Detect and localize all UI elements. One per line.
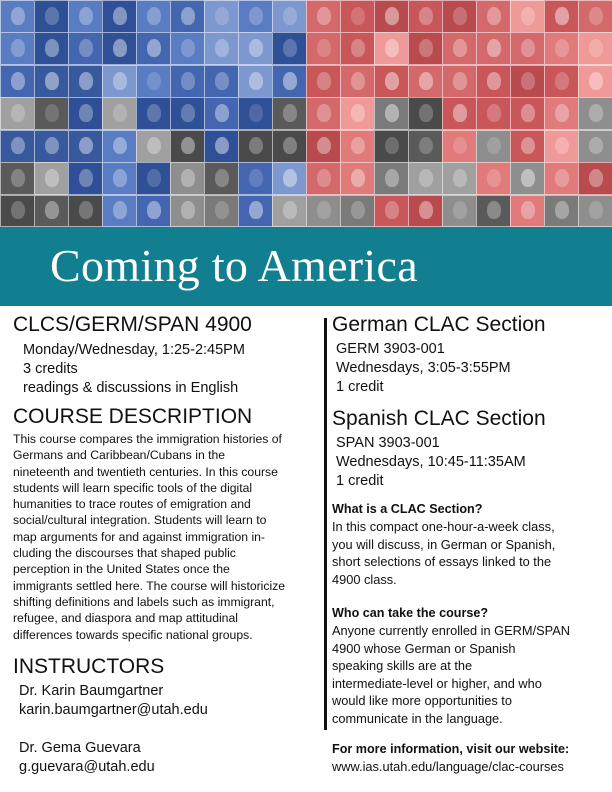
portrait-photo — [408, 130, 443, 163]
spanish-section-code: SPAN 3903-001 — [336, 435, 440, 451]
course-language-note: readings & discussions in English — [23, 380, 239, 396]
portrait-photo — [476, 195, 511, 227]
portrait-photo — [510, 65, 545, 98]
portrait-photo — [0, 32, 35, 65]
portrait-photo — [136, 97, 171, 130]
portrait-photo — [374, 65, 409, 98]
portrait-photo — [476, 65, 511, 98]
page-title: Coming to America — [50, 240, 418, 291]
portrait-photo — [340, 65, 375, 98]
description-line: nineteenth and twentieth centuries. In this course — [13, 464, 278, 479]
portrait-photo — [68, 195, 103, 227]
portrait-photo — [510, 195, 545, 227]
portrait-photo — [510, 32, 545, 65]
portrait-photo — [442, 130, 477, 163]
portrait-photo — [238, 0, 273, 33]
german-section-code: GERM 3903-001 — [336, 341, 445, 357]
portrait-photo — [442, 32, 477, 65]
portrait-photo — [68, 130, 103, 163]
spanish-section-heading: Spanish CLAC Section — [332, 407, 546, 430]
instructor-name: Dr. Gema Guevara — [19, 739, 141, 756]
portrait-photo — [170, 32, 205, 65]
faq-answer-line: 4900 class. — [332, 571, 397, 587]
portrait-photo — [476, 130, 511, 163]
portrait-photo — [374, 195, 409, 227]
german-section-schedule: Wednesdays, 3:05-3:55PM — [336, 360, 511, 376]
description-line: perception in the United States once the — [13, 562, 230, 577]
portrait-photo — [408, 0, 443, 33]
photo-collage — [0, 0, 612, 227]
portrait-photo — [544, 130, 579, 163]
portrait-photo — [68, 97, 103, 130]
portrait-photo — [340, 0, 375, 33]
portrait-photo — [408, 195, 443, 227]
portrait-photo — [340, 97, 375, 130]
course-credits: 3 credits — [23, 361, 78, 377]
description-line: social/cultural integration. Students will learn to — [13, 513, 267, 528]
portrait-photo — [204, 162, 239, 195]
portrait-photo — [34, 0, 69, 33]
portrait-photo — [0, 97, 35, 130]
portrait-photo — [204, 195, 239, 227]
portrait-photo — [204, 32, 239, 65]
portrait-photo — [340, 195, 375, 227]
portrait-photo — [442, 0, 477, 33]
portrait-photo — [204, 97, 239, 130]
portrait-photo — [102, 0, 137, 33]
portrait-photo — [0, 0, 35, 33]
portrait-photo — [204, 65, 239, 98]
portrait-photo — [374, 162, 409, 195]
faq-answer-line: Anyone currently enrolled in GERM/SPAN — [332, 623, 571, 638]
faq-clac — [332, 501, 608, 588]
title-banner — [0, 227, 612, 306]
portrait-photo — [136, 130, 171, 163]
portrait-photo — [408, 65, 443, 98]
portrait-photo — [340, 130, 375, 163]
faq-question: What is a CLAC Section? — [332, 502, 483, 516]
portrait-photo — [238, 195, 273, 227]
portrait-photo — [238, 130, 273, 163]
portrait-photo — [544, 65, 579, 98]
portrait-photo — [442, 65, 477, 98]
portrait-photo — [306, 195, 341, 227]
portrait-photo — [442, 162, 477, 195]
course-code: CLCS/GERM/SPAN 4900 — [13, 313, 252, 336]
portrait-photo — [476, 97, 511, 130]
portrait-photo — [374, 130, 409, 163]
faq-answer-line: 4900 whose German or Spanish — [332, 640, 516, 656]
portrait-photo — [272, 97, 307, 130]
portrait-photo — [68, 32, 103, 65]
portrait-photo — [544, 195, 579, 227]
portrait-photo — [510, 0, 545, 33]
portrait-photo — [68, 0, 103, 33]
portrait-photo — [102, 97, 137, 130]
spanish-section-schedule: Wednesdays, 10:45-11:35AM — [336, 454, 526, 470]
portrait-photo — [102, 32, 137, 65]
portrait-photo — [408, 32, 443, 65]
more-info — [332, 741, 608, 776]
faq-answer-line: would like more opportunities to — [332, 693, 512, 708]
description-line: This course compares the immigration histories of — [13, 432, 282, 446]
portrait-photo — [272, 195, 307, 227]
portrait-photo — [102, 65, 137, 98]
portrait-photo — [306, 32, 341, 65]
portrait-photo — [34, 32, 69, 65]
portrait-photo — [306, 162, 341, 195]
portrait-photo — [204, 0, 239, 33]
portrait-photo — [204, 130, 239, 163]
portrait-photo — [442, 97, 477, 130]
portrait-photo — [102, 162, 137, 195]
portrait-photo — [0, 195, 35, 227]
spanish-section-credits: 1 credit — [336, 473, 384, 489]
german-section-heading: German CLAC Section — [332, 313, 546, 336]
portrait-photo — [136, 195, 171, 227]
description-text — [13, 431, 318, 643]
portrait-photo — [340, 32, 375, 65]
description-line: shifting definitions and labels such as immigrant, — [13, 594, 275, 609]
portrait-photo — [34, 195, 69, 227]
portrait-photo — [170, 162, 205, 195]
portrait-photo — [476, 0, 511, 33]
course-info-column — [13, 313, 318, 777]
portrait-photo — [374, 97, 409, 130]
portrait-photo — [136, 32, 171, 65]
description-line: humanities to trace routes of emigration and — [13, 497, 251, 512]
portrait-photo — [0, 65, 35, 98]
portrait-photo — [238, 162, 273, 195]
website-link[interactable]: www.ias.utah.edu/language/clac-courses — [332, 759, 564, 774]
portrait-photo — [578, 162, 612, 195]
instructors-heading: INSTRUCTORS — [13, 654, 165, 678]
portrait-photo — [578, 195, 612, 227]
portrait-photo — [102, 130, 137, 163]
faq-answer-line: communicate in the language. — [332, 710, 503, 726]
portrait-photo — [34, 65, 69, 98]
portrait-photo — [238, 97, 273, 130]
portrait-photo — [34, 97, 69, 130]
german-section-credits: 1 credit — [336, 379, 384, 395]
portrait-photo — [476, 162, 511, 195]
description-line: students will learn specific tools of the digital — [13, 480, 253, 495]
faq-answer-line: intermediate-level or higher, and who — [332, 675, 542, 691]
portrait-photo — [272, 32, 307, 65]
course-schedule: Monday/Wednesday, 1:25-2:45PM — [23, 342, 245, 358]
portrait-photo — [136, 0, 171, 33]
portrait-photo — [34, 130, 69, 163]
portrait-photo — [272, 65, 307, 98]
portrait-photo — [374, 0, 409, 33]
portrait-photo — [136, 162, 171, 195]
portrait-photo — [578, 0, 612, 33]
faq-answer-line: you will discuss, in German or Spanish, — [332, 536, 556, 552]
more-info-label: For more information, visit our website: — [332, 742, 570, 756]
portrait-photo — [170, 195, 205, 227]
clac-sections-column — [332, 313, 608, 776]
portrait-photo — [306, 0, 341, 33]
portrait-photo — [0, 162, 35, 195]
faq-eligibility — [332, 605, 608, 727]
portrait-photo — [170, 130, 205, 163]
portrait-photo — [272, 130, 307, 163]
faq-answer-line: speaking skills are at the — [332, 658, 473, 673]
column-divider — [324, 318, 327, 730]
portrait-photo — [68, 65, 103, 98]
portrait-photo — [408, 97, 443, 130]
portrait-photo — [306, 65, 341, 98]
portrait-photo — [170, 0, 205, 33]
portrait-photo — [510, 130, 545, 163]
portrait-photo — [238, 32, 273, 65]
portrait-photo — [170, 65, 205, 98]
portrait-photo — [170, 97, 205, 130]
portrait-photo — [136, 65, 171, 98]
portrait-photo — [34, 162, 69, 195]
description-line: refugee, and diaspora and map attitudinal — [13, 611, 238, 626]
portrait-photo — [578, 130, 612, 163]
description-line: differences towards specific national groups. — [13, 627, 253, 642]
portrait-photo — [442, 195, 477, 227]
portrait-photo — [544, 32, 579, 65]
faq-question: Who can take the course? — [332, 606, 489, 620]
portrait-photo — [238, 65, 273, 98]
faq-answer-line: short selections of essays linked to the — [332, 554, 552, 569]
portrait-photo — [306, 130, 341, 163]
faq-answer-line: In this compact one-hour-a-week class, — [332, 519, 555, 534]
description-line: cluding the discourses that shaped public — [13, 546, 236, 561]
portrait-photo — [544, 162, 579, 195]
portrait-photo — [68, 162, 103, 195]
portrait-photo — [578, 65, 612, 98]
portrait-photo — [510, 162, 545, 195]
description-line: Germans and Caribbean/Cubans in the — [13, 448, 226, 463]
portrait-photo — [374, 32, 409, 65]
instructor-name: Dr. Karin Baumgartner — [19, 682, 164, 699]
portrait-photo — [272, 162, 307, 195]
portrait-photo — [544, 97, 579, 130]
portrait-photo — [510, 97, 545, 130]
portrait-photo — [578, 97, 612, 130]
portrait-photo — [408, 162, 443, 195]
description-line: map arguments for and against immigration in- — [13, 529, 265, 544]
portrait-photo — [272, 0, 307, 33]
portrait-photo — [306, 97, 341, 130]
portrait-photo — [102, 195, 137, 227]
portrait-photo — [476, 32, 511, 65]
portrait-photo — [578, 32, 612, 65]
description-line: immigrants settled here. The course will historicize — [13, 578, 286, 593]
description-heading: COURSE DESCRIPTION — [13, 405, 253, 428]
portrait-photo — [0, 130, 35, 163]
instructor-email[interactable]: karin.baumgartner@utah.edu — [19, 701, 208, 718]
portrait-photo — [340, 162, 375, 195]
instructor-email[interactable]: g.guevara@utah.edu — [19, 758, 155, 775]
portrait-photo — [544, 0, 579, 33]
